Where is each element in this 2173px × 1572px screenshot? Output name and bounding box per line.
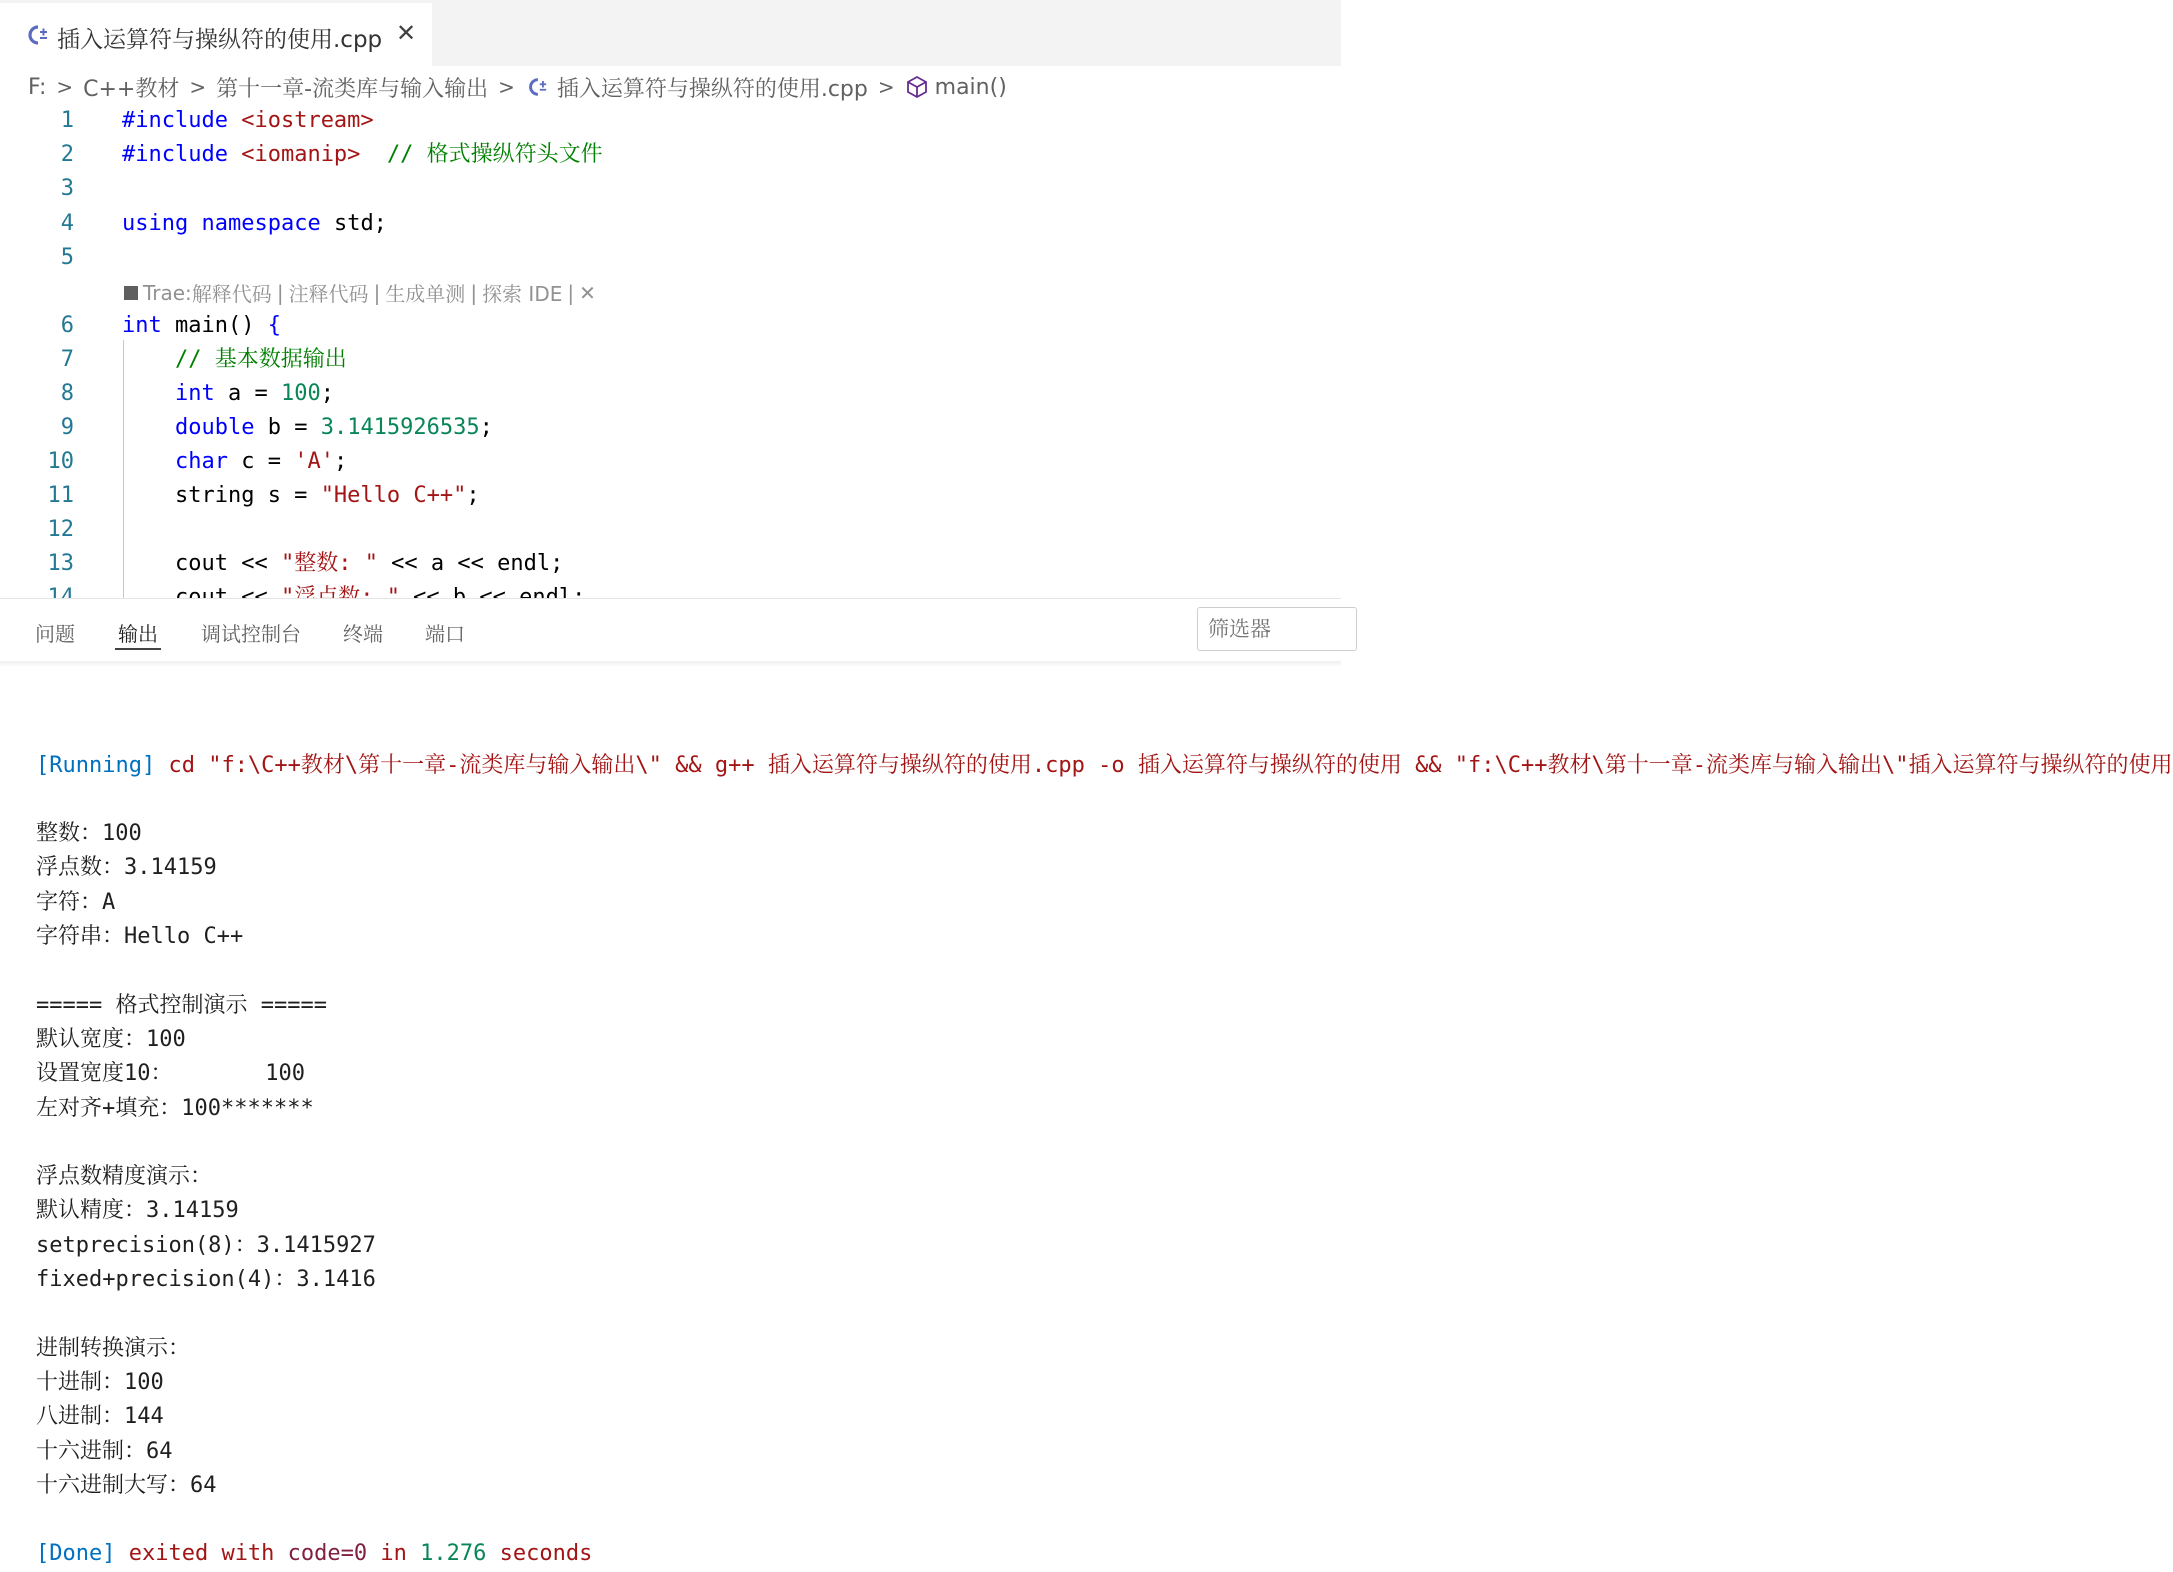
symbol-method-icon [905, 75, 929, 99]
code-token: 'A' [294, 449, 334, 474]
code-token: using [122, 211, 189, 236]
tab-ports[interactable]: 端口 [425, 622, 465, 646]
code-token: "整数: " [280, 551, 378, 576]
output-line: 十六进制：64 [36, 1438, 173, 1464]
code-line[interactable] [0, 104, 1341, 138]
cpp-file-icon [24, 23, 50, 47]
line-number: 11 [47, 483, 74, 508]
code-token: ; [320, 381, 334, 406]
output-line: 默认精度：3.14159 [36, 1198, 239, 1224]
panel-tabs [0, 599, 1341, 661]
code-token: int [122, 313, 162, 338]
code-token: <iostream> [241, 108, 374, 133]
line-number: 5 [60, 245, 74, 270]
code-text [122, 104, 374, 138]
breadcrumb-drive[interactable]: F: [28, 74, 47, 100]
tab-bar [0, 0, 1341, 66]
close-icon[interactable]: ✕ [579, 280, 596, 305]
code-token: // 基本数据输出 [174, 347, 347, 372]
code-token: << a << endl; [377, 551, 564, 576]
panel-shadow [0, 661, 1341, 667]
code-line[interactable] [0, 479, 1341, 513]
codelens-explain[interactable]: 解释代码 [191, 282, 272, 306]
code-line[interactable] [0, 172, 1341, 206]
code-text [122, 377, 334, 411]
output-line: 设置宽度10： 100 [36, 1061, 305, 1087]
elapsed-time: 1.276 [420, 1541, 487, 1567]
code-text [122, 343, 347, 377]
code-token: std; [320, 211, 387, 236]
tab-problems[interactable]: 问题 [35, 622, 75, 646]
output-line [36, 1503, 1341, 1537]
code-token: char [174, 449, 228, 474]
filter-input[interactable] [1197, 607, 1357, 651]
output-line: 十进制：100 [36, 1369, 164, 1395]
chevron-right-icon: > [189, 75, 207, 99]
code-token: ; [479, 415, 493, 440]
code-text [122, 547, 563, 581]
done-in: in [367, 1541, 421, 1567]
chevron-right-icon: > [498, 75, 515, 99]
code-token [122, 415, 175, 440]
line-number: 7 [60, 347, 74, 372]
output-done-line [36, 1537, 1341, 1571]
code-token: c = [227, 449, 295, 474]
breadcrumb-folder[interactable]: C++教材 [83, 76, 180, 102]
code-line[interactable] [0, 241, 1341, 275]
code-token: a = [214, 381, 281, 406]
editor-tab[interactable] [0, 3, 432, 66]
codelens-separator: | [470, 280, 478, 305]
breadcrumb-file[interactable]: 插入运算符与操纵符的使用.cpp [556, 76, 868, 102]
code-token: string s = [122, 483, 321, 508]
tab-label: 插入运算符与操纵符的使用.cpp [57, 27, 383, 53]
output-line [36, 1126, 1341, 1160]
trae-logo-icon [124, 286, 138, 300]
code-token: () [227, 313, 255, 338]
code-line[interactable] [0, 547, 1341, 581]
output-line: 浮点数：3.14159 [36, 855, 217, 881]
code-token [122, 449, 175, 474]
done-text: exited with [115, 1541, 288, 1567]
output-view[interactable] [36, 680, 2173, 1572]
line-number: 6 [60, 313, 74, 338]
code-token [188, 211, 201, 236]
code-line[interactable] [0, 207, 1341, 241]
code-line[interactable] [0, 309, 1341, 343]
codelens-separator: | [276, 280, 284, 305]
codelens-prefix: Trae: [143, 280, 192, 305]
output-line: 浮点数精度演示： [36, 1164, 213, 1190]
line-number: 12 [47, 517, 74, 542]
code-token: main [161, 313, 228, 338]
line-number: 9 [60, 415, 74, 440]
tab-debug-console[interactable]: 调试控制台 [201, 622, 301, 646]
codelens-comment[interactable]: 注释代码 [288, 282, 369, 306]
code-text [122, 207, 387, 241]
chevron-right-icon: > [877, 75, 895, 99]
output-line: fixed+precision(4)：3.1416 [36, 1267, 376, 1293]
line-number: 8 [60, 381, 74, 406]
code-token [122, 347, 175, 372]
line-number: 13 [47, 551, 74, 576]
code-text [122, 309, 281, 343]
code-token: int [174, 381, 215, 406]
codelens-unit-test[interactable]: 生成单测 [385, 282, 466, 306]
output-line: 整数：100 [36, 821, 142, 847]
line-number: 10 [47, 449, 74, 474]
output-line: 字符串：Hello C++ [36, 924, 244, 950]
code-token: ; [333, 449, 348, 474]
code-token: #include [122, 142, 242, 167]
code-line[interactable] [0, 445, 1341, 479]
output-line: setprecision(8)：3.1415927 [36, 1232, 376, 1258]
codelens [124, 278, 596, 307]
line-number: 4 [60, 211, 74, 236]
breadcrumb [28, 70, 1007, 104]
cpp-file-icon [525, 76, 549, 98]
code-token: namespace [201, 211, 321, 236]
code-editor[interactable] [0, 104, 1341, 597]
output-line: 字符：A [36, 889, 116, 915]
done-seconds: seconds [486, 1541, 593, 1567]
output-line: 默认宽度：100 [36, 1026, 186, 1052]
output-line: 进制转换演示： [36, 1335, 191, 1361]
code-line[interactable] [0, 343, 1341, 377]
close-icon[interactable]: ✕ [396, 19, 417, 47]
code-token: ; [466, 483, 480, 508]
exit-code: code=0 [287, 1541, 368, 1567]
code-token: "Hello C++" [320, 483, 467, 508]
code-token: <iomanip> [241, 142, 361, 167]
codelens-separator: | [373, 280, 381, 305]
output-line [36, 1297, 1341, 1331]
code-text [122, 445, 347, 479]
code-text [122, 479, 480, 513]
line-number: 2 [60, 142, 74, 167]
code-token: b = [254, 415, 321, 440]
code-token: { [254, 313, 281, 338]
code-line[interactable] [0, 377, 1341, 411]
code-line[interactable] [0, 138, 1341, 172]
code-token: #include [122, 108, 242, 133]
code-token [122, 381, 175, 406]
code-token [360, 142, 387, 167]
output-line [36, 954, 1341, 988]
code-token: double [174, 415, 255, 440]
code-token: cout << [122, 551, 281, 576]
code-token: 3.1415926535 [320, 415, 480, 440]
line-number: 3 [60, 176, 74, 201]
codelens-separator: | [567, 280, 575, 305]
tab-output[interactable]: 输出 [118, 622, 158, 646]
done-tag: [Done] [36, 1541, 116, 1567]
breadcrumb-subfolder[interactable]: 第十一章-流类库与输入输出 [216, 76, 489, 102]
code-token: 100 [280, 381, 321, 406]
code-token: // 格式操纵符头文件 [386, 142, 603, 167]
chevron-right-icon: > [56, 75, 74, 99]
output-line: ===== 格式控制演示 ===== [36, 992, 327, 1018]
running-command: cd "f:\C++教材\第十一章-流类库与输入输出\" && g++ 插入运算符与操纵符的使用.cpp -o 插入运算符与操纵符的使用 && "f:\C++教材\第十一章-流类库与输入输出\"插入运算符与操纵符的使用 [155, 752, 2173, 778]
output-line: 八进制：144 [36, 1404, 164, 1430]
tab-terminal[interactable]: 终端 [343, 622, 383, 646]
active-tab-indicator [115, 648, 161, 650]
code-text [122, 411, 493, 445]
code-line[interactable] [0, 411, 1341, 445]
output-line: 十六进制大写：64 [36, 1472, 217, 1498]
output-line: 左对齐+填充：100******* [36, 1095, 314, 1121]
running-tag: [Running] [36, 752, 156, 778]
codelens-explore[interactable]: 探索 IDE [482, 282, 563, 306]
line-number: 1 [60, 108, 74, 133]
code-line[interactable] [0, 513, 1341, 547]
code-text [122, 138, 603, 172]
breadcrumb-symbol[interactable]: main() [934, 74, 1007, 100]
output-running-line [36, 749, 2173, 783]
